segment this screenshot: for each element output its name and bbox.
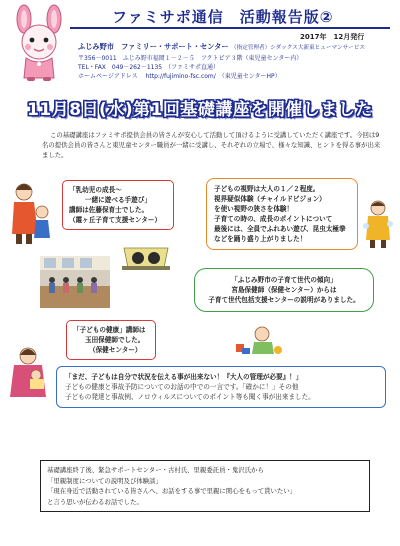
headline: 11月8日(水)第1回基礎講座を開催しました [27,100,373,120]
callout-line: 「ふじみ野市の子育て世代の傾向」 [231,276,337,284]
intro-text: この基礎講座はファミサポ提供会員の皆さんが安心して活動して頂けるように受講していただく講座です。今回は9名の提供会員の皆さんと東児童センター職員が一緒に受講し、それぞれの立場で、様々な知識、ヒントを得る事が出来ました。 [42,131,381,159]
callout-line: 宮島保健師（保健センター）からは [231,286,337,294]
callout-line: 子どもの健康と事故予防についてのお話の中での一言です。「確かに！」その他 [65,383,299,391]
callout-line: 一緒に遊べる手遊び」 [85,196,151,204]
callout-kenkou [66,320,156,360]
org-operator: （指定管理者）シダックス大新東ヒューマンサービス [231,45,366,51]
callout-line: 子どもの視野は大人の１／２程度。 [214,185,320,193]
newsletter-title: ファミサポ通信 活動報告版② [112,8,334,26]
closing-line: と言う思いが伝わるお話でした。 [47,497,143,506]
address-line: 〒356－0011 ふじみ野市福岡１－２－５ フクトピア３階（東児童センター内） [78,55,303,62]
callout-line: 「乳幼児の成長～ [69,186,122,194]
baby-with-toys-icon [232,322,284,358]
org-name: ふじみ野市 ファミリー・サポート・センター [78,42,229,51]
mother-holding-baby-icon [8,345,52,403]
callout-line: 子どもの発達と事故例、ノロウィルスについてのポイント等も聞く事が出来ました。 [65,393,315,401]
telfax-line: TEL・FAX 049－262－1135 （ファミサポ直通） [78,64,219,71]
callout-line: 視界疑似体験（チャイルドビジョン） [214,195,326,203]
child-vision-goggles-photo [118,236,174,282]
callout-line: 「まだ、子どもは自分で状況を伝える事が出来ない！『大人の管理が必要』！」 [65,373,303,381]
callout-line: 最後には、全員でふれあい遊び、昆虫太極拳 [214,225,346,233]
callout-line: などを踊り盛り上がりました！ [214,235,307,243]
closing-box [40,460,370,512]
intro-paragraph [42,130,382,160]
training-room-photo [40,256,110,308]
callout-line: を使い視野の狭さを体験！ [214,205,294,213]
callout-line: 講師は佐藤保育士でした。 [69,206,149,214]
closing-line: 基礎講座終了後、緊急サポートセンター・古村氏、里親委託員・鬼沢氏から [47,466,264,474]
callout-anzen [56,366,386,408]
callout-line: （保健センター） [89,346,142,354]
callout-line: 玉田保健師でした。 [85,336,145,344]
issue-date: 2017年 12月発行 [300,33,365,41]
website-line[interactable]: ホームページアドレス http://fujimino-fsc.com/ （東児童センターHP） [78,73,281,80]
pink-rabbit-mascot-icon [10,4,68,84]
callout-line: 子育て世代包括支援センターの説明がありました。 [208,296,360,304]
header-divider [70,27,390,29]
callout-line: 子育ての時の、成長のポイントについて [214,215,333,223]
mother-and-child-icon [8,178,56,248]
callout-shiya [206,178,358,250]
callout-keikou [194,268,374,312]
callout-kosodate [62,180,174,230]
closing-line: 「現在身近で活動されている皆さんへ、お話をする事で里親に関心をもって貰いたい」 [47,487,297,495]
hand-washing-child-icon [360,198,396,250]
callout-line: （霞ヶ丘子育て支援センター） [69,216,162,224]
org-line [78,42,365,52]
callout-line: 「子どもの健康」講師は [73,326,146,334]
closing-line: 「里親制度についての説明及び体験談」 [47,476,162,485]
